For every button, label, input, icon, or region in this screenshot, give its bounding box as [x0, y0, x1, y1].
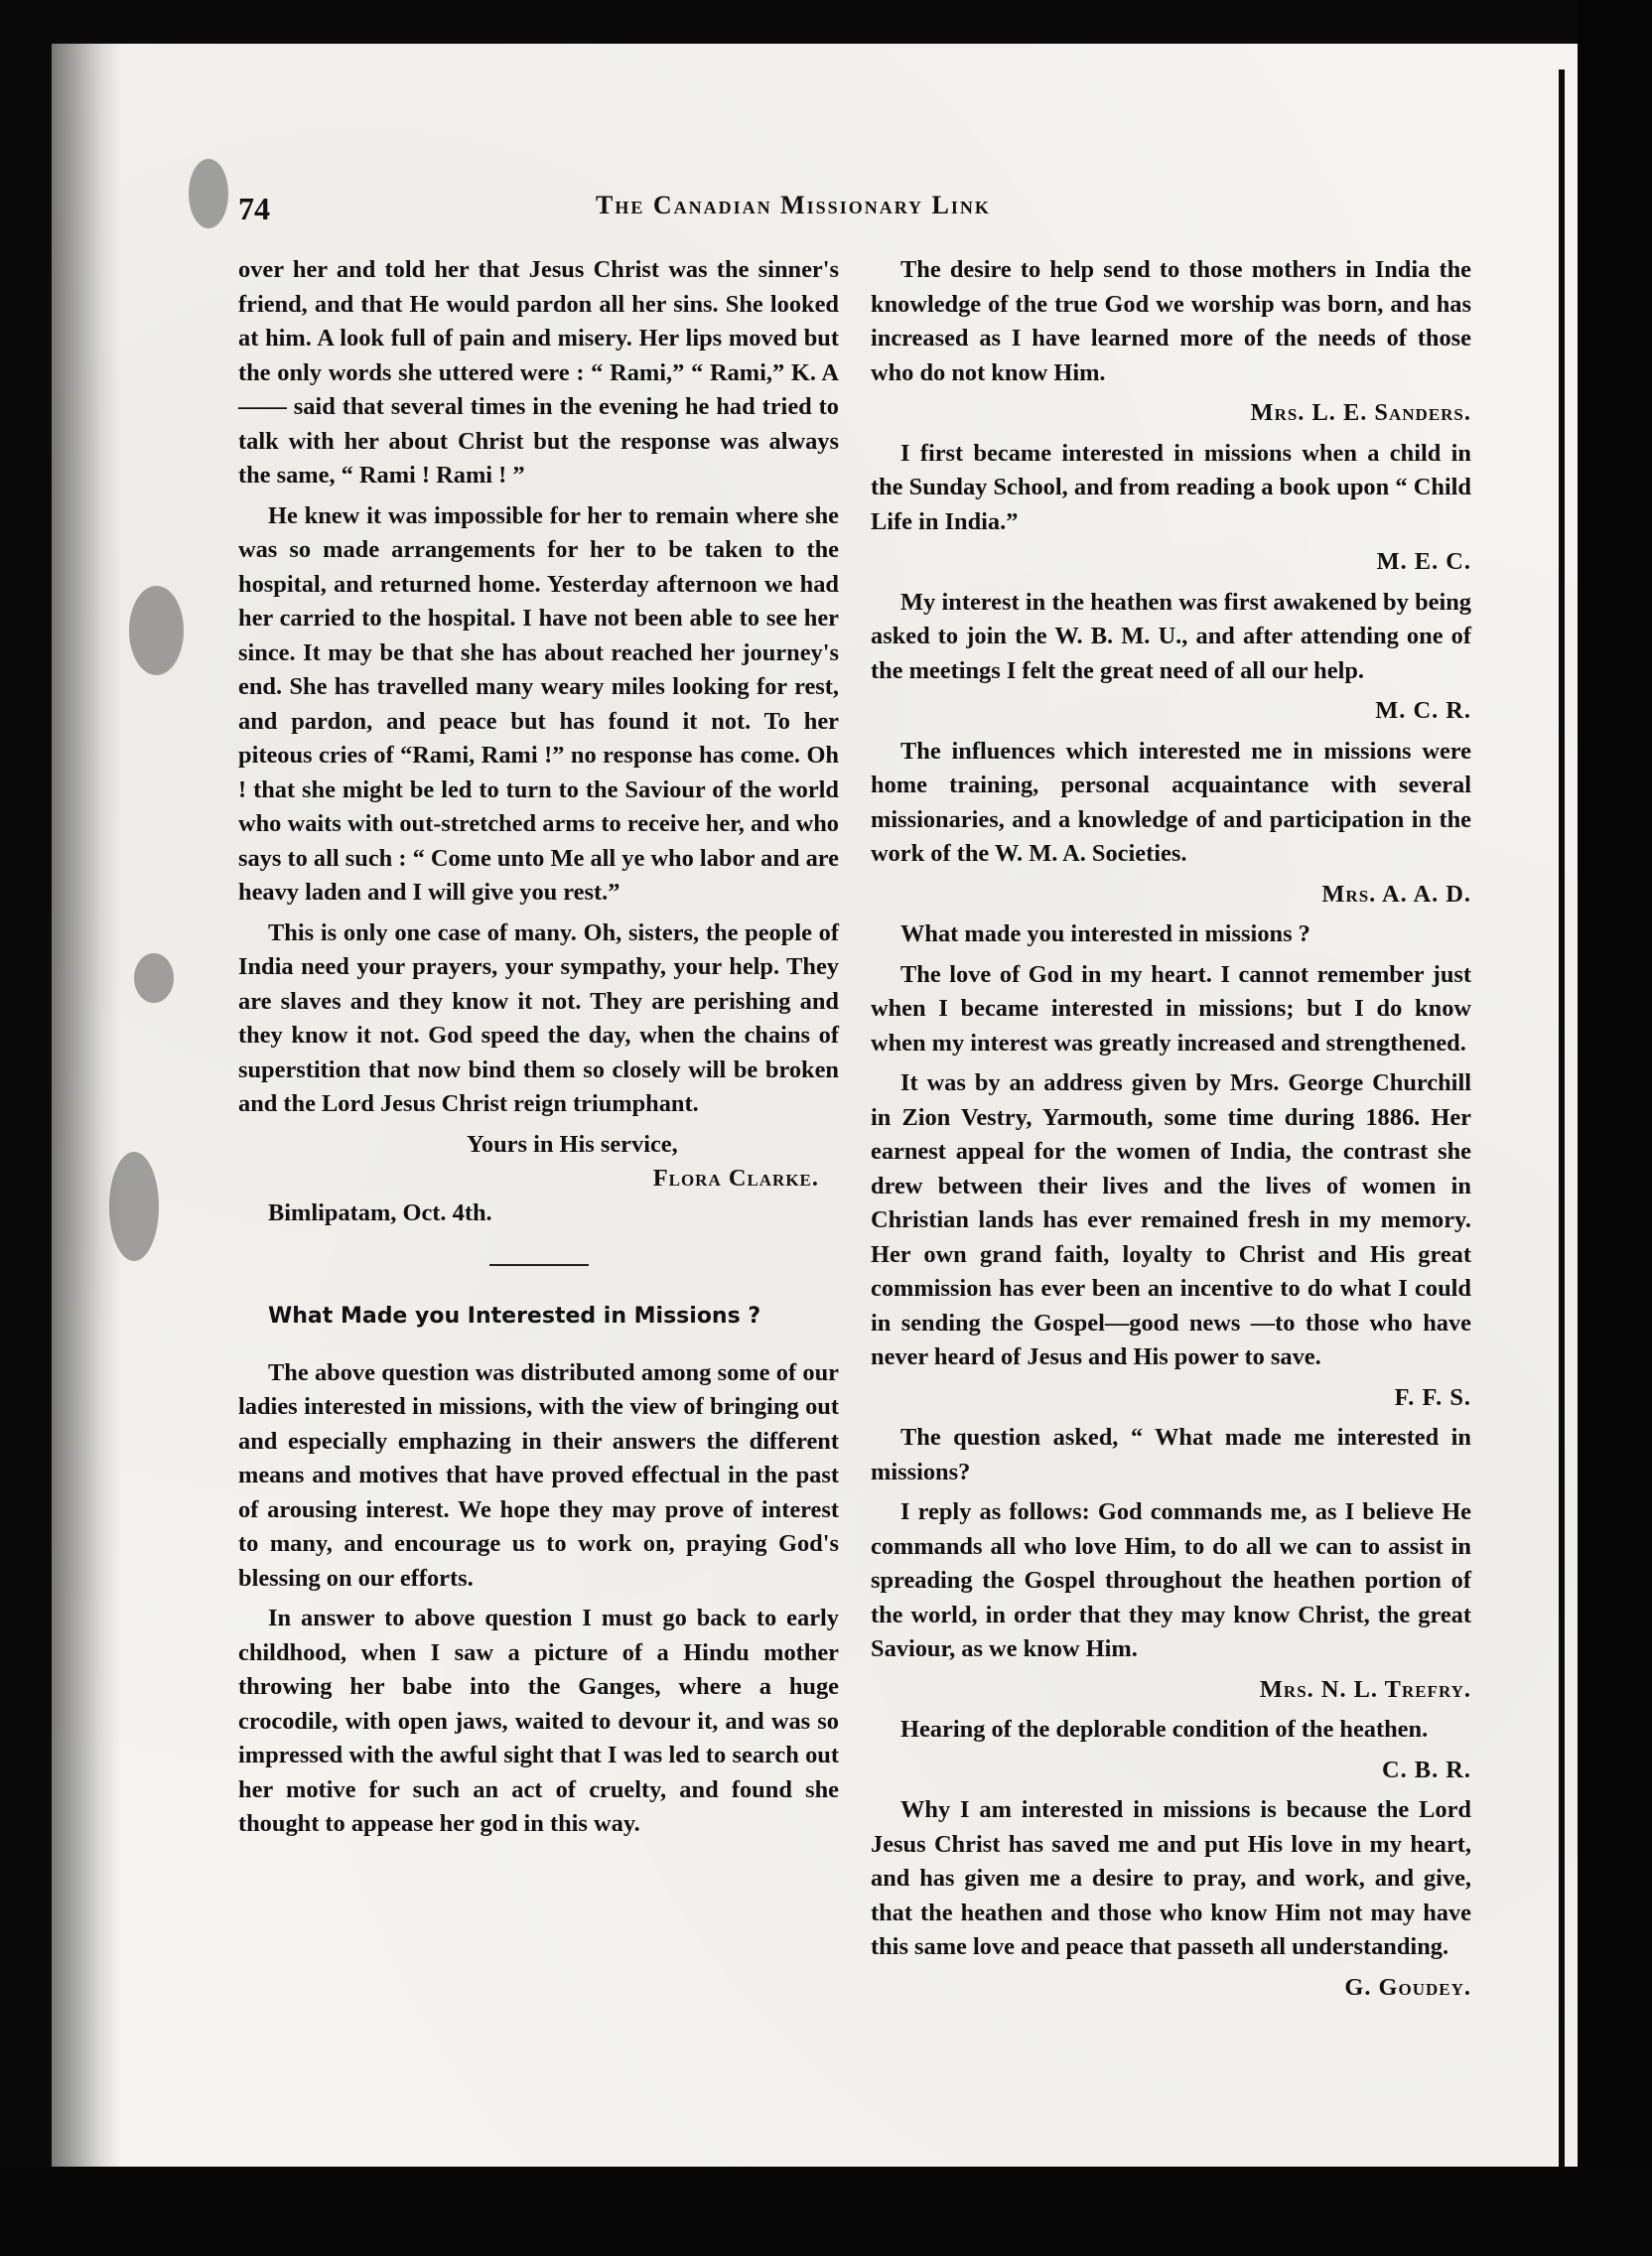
signature: F. F. S.	[1394, 1383, 1471, 1411]
scan-edge-line	[1559, 70, 1565, 2194]
paragraph: The question asked, “ What made me interested in missions?	[871, 1424, 1471, 1485]
running-title: The Canadian Missionary Link	[596, 191, 991, 219]
signature: G. Goudey.	[1344, 1973, 1471, 2001]
page-number: 74	[238, 191, 270, 226]
paper-stain	[129, 586, 184, 675]
signature: M. E. C.	[1376, 548, 1471, 575]
right-column	[871, 253, 1471, 2011]
paragraph: The desire to help send to those mothers in India the knowledge of the true God we worship was born, and has increased as I have learned more of the needs of those who do not know Him.	[871, 256, 1471, 386]
paragraph: In answer to above question I must go back to early childhood, when I saw a picture of a Hindu mother throwing her babe into the Ganges, where a huge crocodile, with open jaws, waited to devour it, and was so impressed with the awful sight that I was led to search out her motive for such an act of cruelty, and found she thought to appease her god in this way.	[238, 1605, 839, 1837]
scan-border-bottom	[0, 2167, 1652, 2256]
paragraph: My interest in the heathen was first awakened by being asked to join the W. B. M. U., and after attending one of the meetings I felt the great need of all our help.	[871, 588, 1471, 684]
signature: Mrs. A. A. D.	[1321, 880, 1471, 908]
section-heading: What Made you Interested in Missions ?	[268, 1304, 761, 1329]
signature: Flora Clarke.	[652, 1165, 819, 1192]
paragraph: He knew it was impossible for her to remain where she was so made arrangements for her to be taken to the hospital, and returned home. Yesterday afternoon we had her carried to the hospital. I have not been able to see her since. It may be that she has about reached her journey's end. She has travelled many weary miles looking for rest, and pardon, and peace but has found it not. To her piteous cries of “Rami, Rami !” no response has come. Oh ! that she might be led to turn to the Saviour of the world who waits with out-stretched arms to receive her, and who says to all such : “ Come unto Me all ye who labor and are heavy laden and I will give you rest.”	[238, 501, 839, 906]
left-column	[238, 253, 839, 1848]
binding-shadow	[52, 44, 121, 2169]
paragraph: I reply as follows: God commands me, as I believe He commands all who love Him, to do all we can to assist in spreading the Gospel throughout the heathen portion of the world, in order that they may know Christ, the great Saviour, as we know Him.	[871, 1498, 1471, 1662]
paper-stain	[134, 953, 174, 1003]
paragraph: What made you interested in missions ?	[900, 920, 1310, 947]
paragraph: It was by an address given by Mrs. George Churchill in Zion Vestry, Yarmouth, some time during 1886. Her earnest appeal for the women of India, the contrast she drew between their lives and the lives of women in Christian lands has ever remained fresh in my memory. Her own grand faith, loyalty to Christ and His great commission has ever been an incentive to do what I could in sending the Gospel—good news —to those who have never heard of Jesus and His power to save.	[871, 1069, 1471, 1370]
page-header	[199, 187, 1489, 230]
paragraph: The love of God in my heart. I cannot remember just when I became interested in missions; but I do know when my interest was greatly increased and strengthened.	[871, 960, 1471, 1057]
letter-signoff	[238, 1128, 839, 1197]
paragraph: Why I am interested in missions is because the Lord Jesus Christ has saved me and put His love in my heart, and has given me a desire to pray, and work, and give, that the heathen and those who know Him not may have this same love and peace that passeth all understanding.	[871, 1796, 1471, 1960]
paper-stain	[109, 1152, 159, 1261]
paragraph: The above question was distributed among some of our ladies interested in missions, with the view of bringing out and especially emphazing in their answers the different means and motives that have proved effectual in the past of arousing interest. We hope they may prove of interest to many, and encourage us to work on, praying God's blessing on our efforts.	[238, 1358, 839, 1592]
scan-border-right	[1578, 0, 1652, 2256]
paragraph: over her and told her that Jesus Christ was the sinner's friend, and that He would pardon all her sins. She looked at him. A look full of pain and misery. Her lips moved but the only words she uttered were : “ Rami,” “ Rami,” K. A—— said that several times in the evening he had tried to talk with her about Christ but the response was always the same, “ Rami ! Rami ! ”	[238, 256, 839, 489]
paragraph: This is only one case of many. Oh, sisters, the people of India need your prayers, your sympathy, your help. They are slaves and they know it not. They are perishing and they know it not. God speed the day, when the chains of superstition that now bind them so closely will be broken and the Lord Jesus Christ reign triumphant.	[238, 918, 839, 1117]
closing-line: Yours in His service,	[467, 1130, 678, 1158]
paragraph: The influences which interested me in missions were home training, personal acquaintance with several missionaries, and a knowledge of and participation in the work of the W. M. A. Societies.	[871, 737, 1471, 867]
section-divider	[489, 1264, 589, 1266]
signature: C. B. R.	[1382, 1756, 1471, 1783]
dateline: Bimlipatam, Oct. 4th.	[268, 1198, 492, 1226]
signature: M. C. R.	[1375, 697, 1471, 724]
paragraph: Hearing of the deplorable condition of the heathen.	[900, 1716, 1429, 1743]
paragraph: I first became interested in missions when a child in the Sunday School, and from reading a book upon “ Child Life in India.”	[871, 439, 1471, 535]
signature: Mrs. L. E. Sanders.	[1250, 399, 1471, 426]
signature: Mrs. N. L. Trefry.	[1259, 1675, 1471, 1703]
